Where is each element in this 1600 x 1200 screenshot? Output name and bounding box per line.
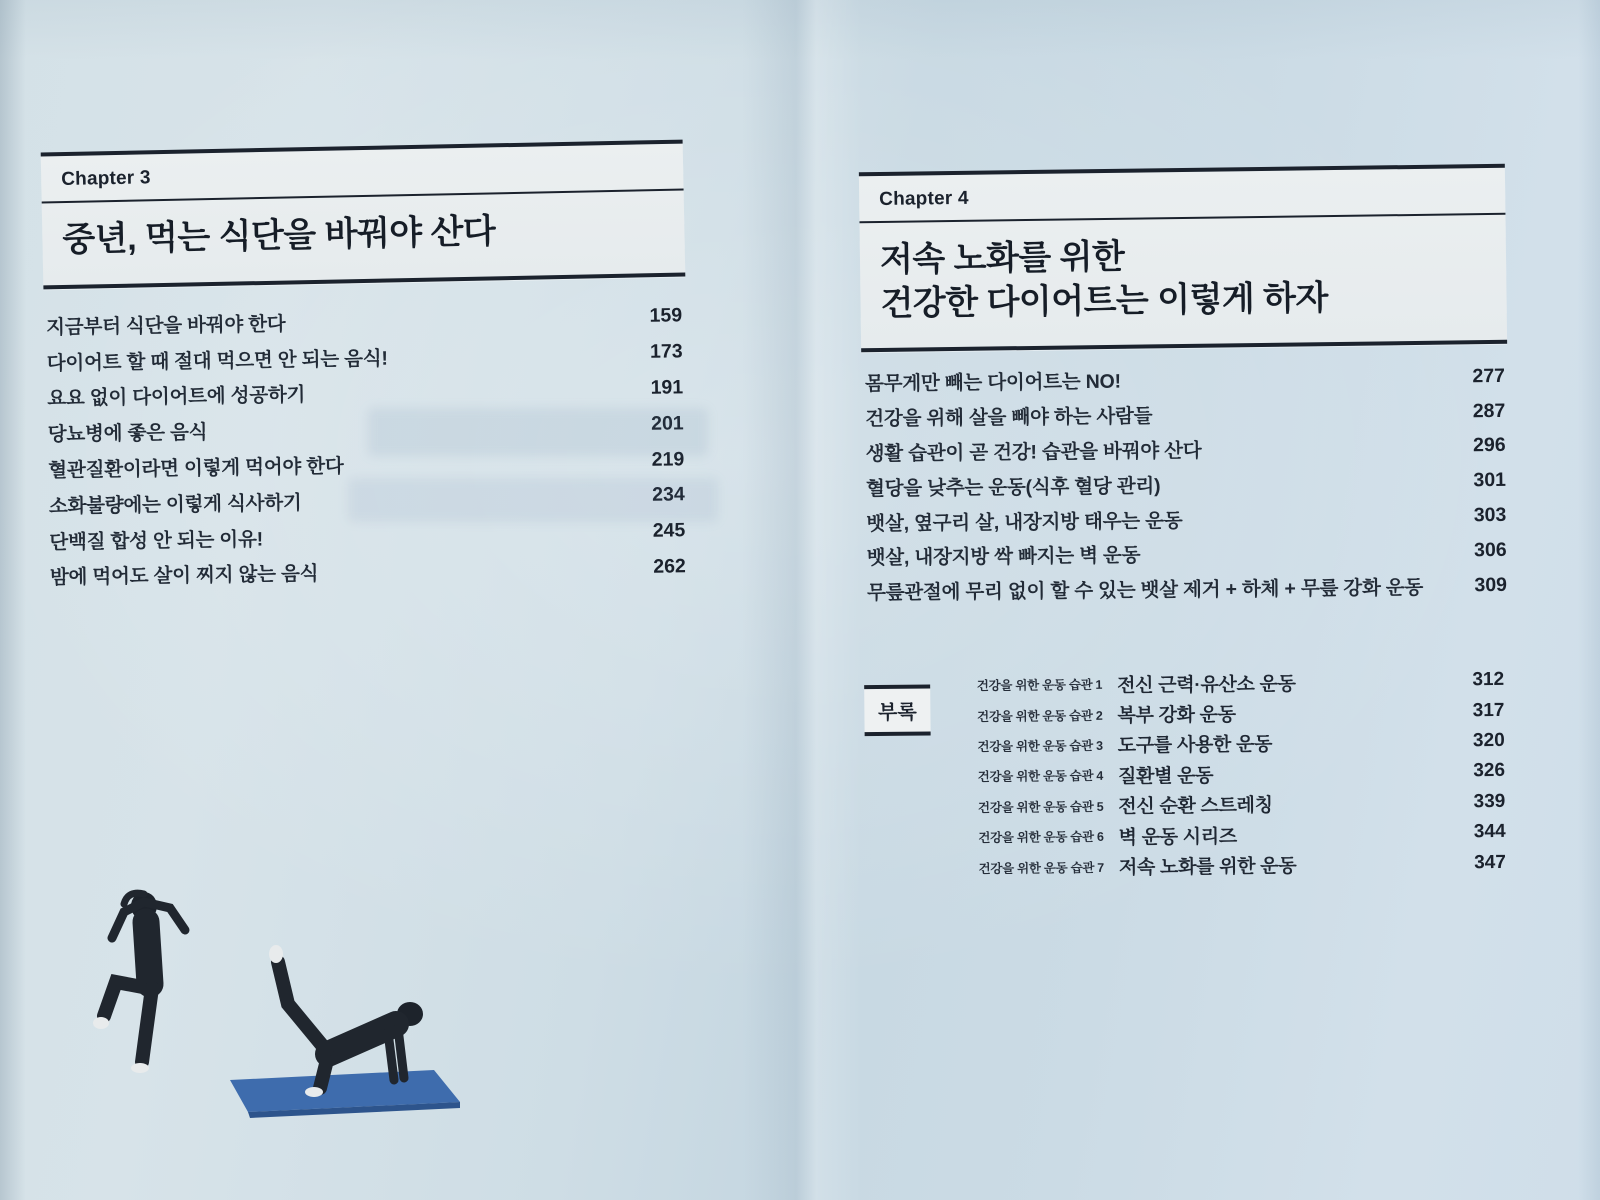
toc-entry-title: 밤에 먹어도 살이 찌지 않는 음식 xyxy=(49,563,319,590)
toc-entry-page: 245 xyxy=(652,519,686,542)
toc-entry-page: 303 xyxy=(1473,504,1507,527)
appendix-entry-sublabel: 건강을 위한 운동 습관 2 xyxy=(977,708,1103,724)
chapter3-title: 중년, 먹는 식단을 바꿔야 산다 xyxy=(62,212,496,260)
right-page xyxy=(856,0,1508,1200)
toc-entry-page: 287 xyxy=(1472,399,1506,422)
appendix-entry-page: 312 xyxy=(1472,669,1505,691)
toc-entry-page: 234 xyxy=(652,483,685,507)
exercise-photo-standing xyxy=(93,892,185,1073)
toc-entry-page: 159 xyxy=(649,304,683,328)
toc-entry-page: 306 xyxy=(1473,538,1507,562)
appendix-entry xyxy=(978,847,1506,882)
appendix-label: 부록 xyxy=(877,701,917,724)
toc-entry-page: 301 xyxy=(1473,469,1507,492)
toc-entry-title: 뱃살, 내장지방 싹 빠지는 벽 운동 xyxy=(866,544,1141,570)
left-page xyxy=(38,0,686,1200)
appendix-entry xyxy=(976,695,1504,730)
appendix-section xyxy=(864,665,1508,879)
page-gutter xyxy=(742,0,862,1200)
appendix-entry-title: 벽 운동 시리즈 xyxy=(1118,826,1238,849)
toc-entry-title: 소화불량에는 이렇게 식사하기 xyxy=(48,491,302,518)
chapter4-label: Chapter 4 xyxy=(879,187,969,210)
left-page-edge xyxy=(0,0,26,1200)
toc-entry-title: 뱃살, 옆구리 살, 내장지방 태우는 운동 xyxy=(866,509,1183,535)
appendix-entry-sublabel: 건강을 위한 운동 습관 4 xyxy=(977,769,1104,785)
toc-entry-page: 173 xyxy=(649,340,683,363)
toc-entry-title: 혈관질환이라면 이렇게 먹어야 한다 xyxy=(48,455,344,482)
appendix-entry xyxy=(977,756,1505,791)
exercise-photo-kneeling xyxy=(269,945,423,1097)
toc-entry-title: 지금부터 식단을 바꿔야 한다 xyxy=(46,313,286,339)
appendix-entry-sublabel: 건강을 위한 운동 습관 7 xyxy=(978,860,1104,876)
appendix-entry-title: 전신 순환 스트레칭 xyxy=(1118,795,1273,818)
toc-entry-page: 296 xyxy=(1472,434,1506,457)
toc-entry-title: 다이어트 할 때 절대 먹으면 안 되는 음식! xyxy=(46,347,388,375)
toc-entry-title: 당뇨병에 좋은 음식 xyxy=(47,421,208,446)
appendix-entry xyxy=(977,817,1505,852)
appendix-entry xyxy=(976,665,1504,700)
appendix-entry-sublabel: 건강을 위한 운동 습관 5 xyxy=(977,799,1104,815)
appendix-entry xyxy=(977,726,1505,761)
toc-entry-page: 262 xyxy=(653,555,686,578)
appendix-entry-page: 347 xyxy=(1474,851,1506,873)
appendix-entry-page: 344 xyxy=(1473,821,1506,843)
exercise-photos xyxy=(88,882,468,1122)
right-page-edge xyxy=(1578,0,1600,1200)
appendix-entry-page: 326 xyxy=(1473,760,1506,782)
chapter3-toc xyxy=(46,298,686,594)
appendix-entry xyxy=(977,787,1505,822)
chapter4-title-line1: 저속 노화를 위한 xyxy=(879,237,1125,279)
toc-entry-title: 건강을 위해 살을 빼야 하는 사람들 xyxy=(865,405,1153,431)
appendix-entry-title: 복부 강화 운동 xyxy=(1117,704,1236,727)
appendix-label-box xyxy=(864,684,930,736)
toc-entry-title: 요요 없이 다이어트에 성공하기 xyxy=(47,384,306,411)
chapter4-toc xyxy=(865,359,1507,609)
chapter3-header-box xyxy=(41,140,686,289)
toc-entry-title: 혈당을 낮추는 운동(식후 혈당 관리) xyxy=(865,475,1161,500)
appendix-entry-title: 질환별 운동 xyxy=(1117,765,1214,788)
appendix-entry-sublabel: 건강을 위한 운동 습관 3 xyxy=(977,738,1103,754)
appendix-entry-sublabel: 건강을 위한 운동 습관 1 xyxy=(976,677,1103,694)
toc-entry-title: 생활 습관이 곧 건강! 습관을 바꿔야 산다 xyxy=(865,439,1202,466)
appendix-entry-title: 저속 노화를 위한 운동 xyxy=(1118,855,1297,879)
chapter4-header-box xyxy=(859,164,1507,352)
chapter3-divider xyxy=(42,189,684,204)
chapter3-label: Chapter 3 xyxy=(61,167,151,191)
toc-entry-page: 191 xyxy=(650,376,684,399)
chapter4-divider xyxy=(859,213,1505,223)
chapter4-title xyxy=(880,231,1487,326)
appendix-list xyxy=(976,665,1506,883)
toc-entry-title: 무릎관절에 무리 없이 할 수 있는 뱃살 제거 + 하체 + 무릎 강화 운동 xyxy=(866,576,1424,605)
appendix-entry-page: 317 xyxy=(1472,699,1505,721)
appendix-entry-page: 320 xyxy=(1472,729,1505,752)
toc-entry xyxy=(867,568,1507,609)
appendix-entry-title: 도구를 사용한 운동 xyxy=(1117,734,1273,758)
toc-entry-page: 219 xyxy=(651,447,685,471)
appendix-entry-title: 전신 근력·유산소 운동 xyxy=(1117,673,1296,697)
toc-entry-page: 309 xyxy=(1474,573,1508,596)
toc-entry-title: 몸무게만 빼는 다이어트는 NO! xyxy=(864,371,1121,396)
toc-entry-title: 단백질 합성 안 되는 이유! xyxy=(49,528,264,554)
appendix-entry-sublabel: 건강을 위한 운동 습관 6 xyxy=(978,829,1104,846)
toc-entry-page: 201 xyxy=(650,412,684,435)
appendix-entry-page: 339 xyxy=(1473,790,1506,812)
toc-entry-page: 277 xyxy=(1472,364,1506,388)
chapter4-title-line2: 건강한 다이어트는 이렇게 하자 xyxy=(880,278,1329,323)
